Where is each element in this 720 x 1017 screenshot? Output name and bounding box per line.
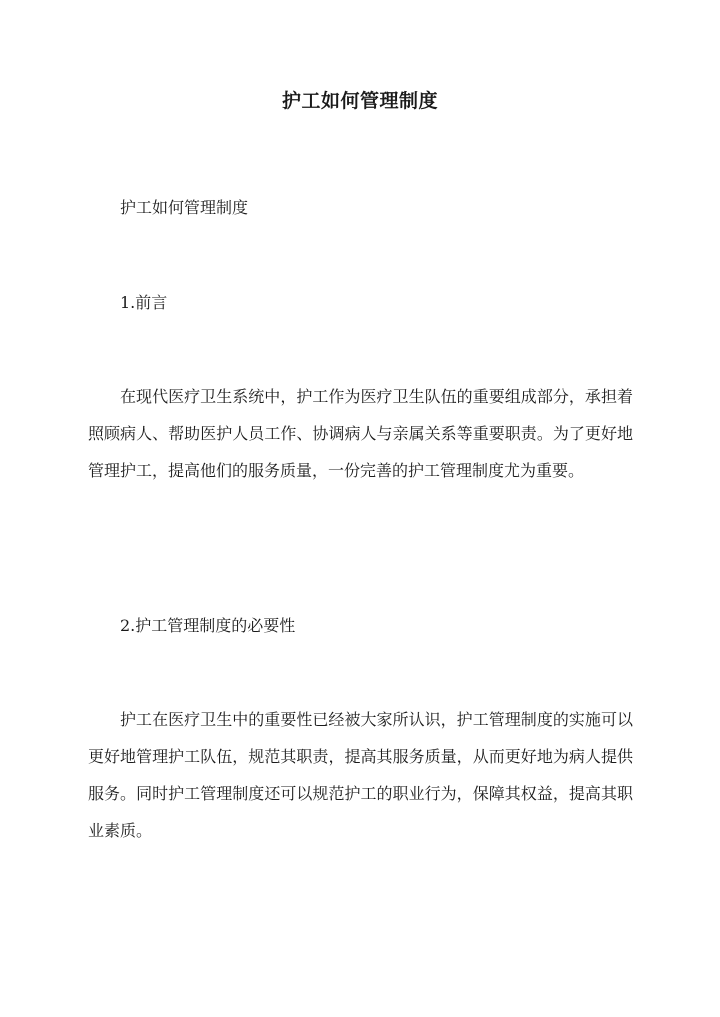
document-title: 护工如何管理制度 <box>281 90 438 112</box>
section-body-introduction: 在现代医疗卫生系统中，护工作为医疗卫生队伍的重要组成部分，承担着照顾病人、帮助医护人员工作、协调病人与亲属关系等重要职责。为了更好地管理护工，提高他们的服务质量，一份完善的护工管理制度尤为重要。 <box>88 387 633 480</box>
section-body-necessity: 护工在医疗卫生中的重要性已经被大家所认识，护工管理制度的实施可以更好地管理护工队伍，规范其职责，提高其服务质量，从而更好地为病人提供服务。同时护工管理制度还可以规范护工的职业行为，保障其权益，提高其职业素质。 <box>88 710 633 840</box>
document-subtitle: 护工如何管理制度 <box>120 198 249 217</box>
section-heading-introduction: 1.前言 <box>120 293 168 312</box>
section-heading-necessity: 2.护工管理制度的必要性 <box>120 616 296 635</box>
